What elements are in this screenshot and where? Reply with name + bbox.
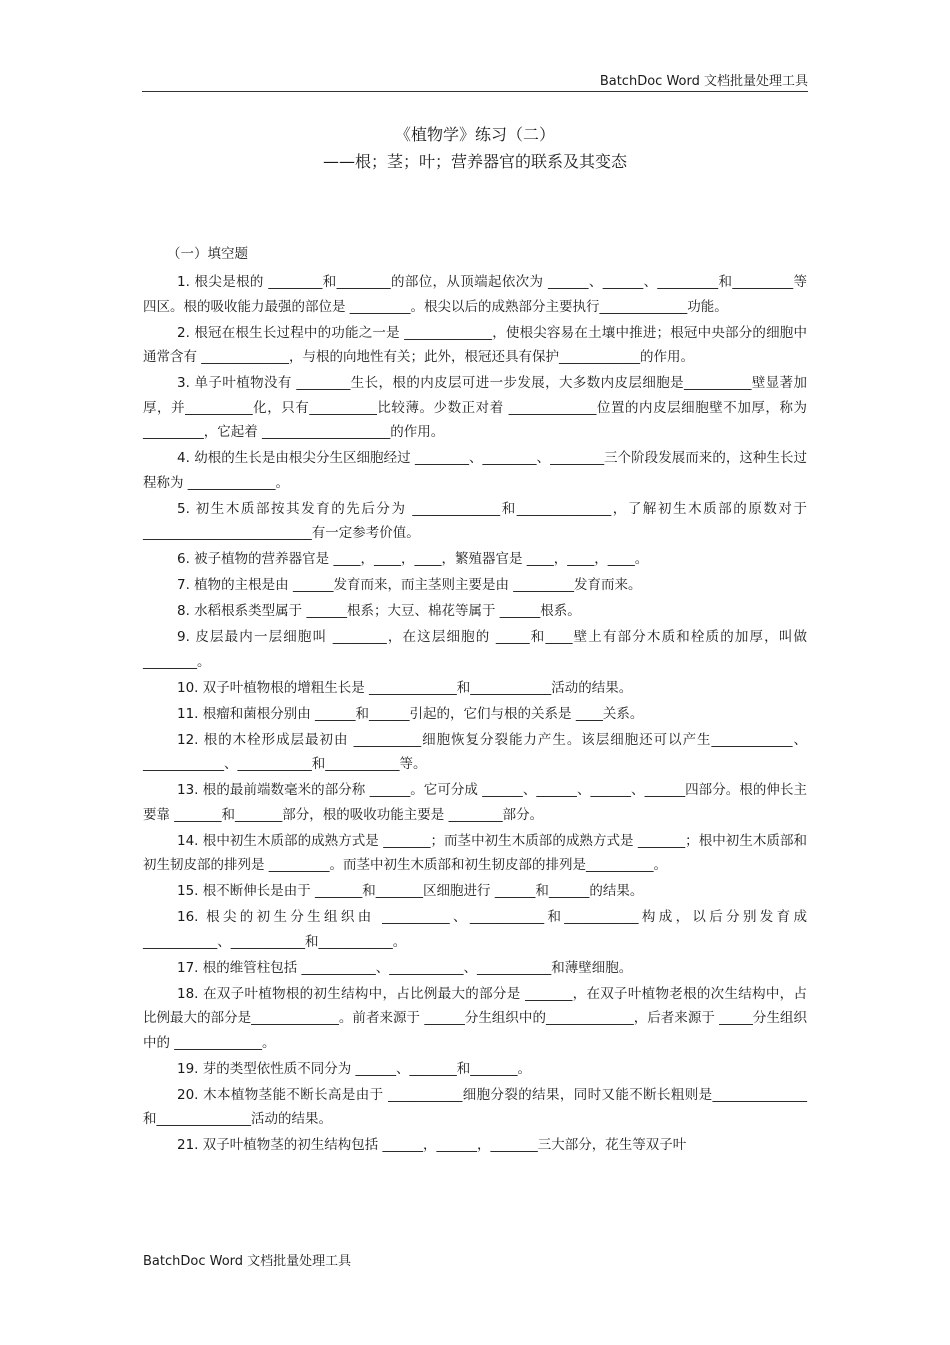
question-18: 18. 在双子叶植物根的初生结构中，占比例最大的部分是 _______，在双子叶植物老根的次生结构中，占比例最大的部分是_____________。前者来源于 ______分生组织中的_____________，后者来源于 _____分生组织中的 _____________。	[143, 985, 807, 1051]
question-20: 20. 木本植物茎能不断长高是由于 ___________细胞分裂的结果，同时又能不断长粗则是______________和______________活动的结果。	[143, 1086, 807, 1127]
question-15: 15. 根不断伸长是由于 _______和_______区细胞进行 ______和______的结果。	[177, 883, 644, 899]
question-2: 2. 根冠在根生长过程中的功能之一是 _____________，使根尖容易在土壤中推进；根冠中央部分的细胞中通常含有 _____________，与根的向地性有关；此外，根冠还具有保护____________的作用。	[143, 324, 807, 365]
question-6: 6. 被子植物的营养器官是 ____，____，____，繁殖器官是 ____，____，____。	[177, 551, 649, 567]
page-header: BatchDoc Word 文档批量处理工具	[599, 74, 808, 89]
question-7: 7. 植物的主根是由 ______发育而来，而主茎则主要是由 _________发育而来。	[177, 577, 642, 593]
question-13: 13. 根的最前端数毫米的部分称 ______。它可分成 ______、______、______、______四部分。根的伸长主要靠 _______和_______部分，根的吸收功能主要是 ________部分。	[143, 782, 807, 823]
question-21: 21. 双子叶植物茎的初生结构包括 ______，______，_______三大部分，花生等双子叶	[177, 1137, 687, 1153]
page-footer: BatchDoc Word 文档批量处理工具	[143, 1254, 352, 1269]
question-9: 9. 皮层最内一层细胞叫 ________，在这层细胞的 _____和____壁上有部分木质和栓质的加厚，叫做 ________。	[143, 629, 807, 670]
question-5: 5. 初生木质部按其发育的先后分为 _____________和______________，了解初生木质部的原数对于 _________________________有一定参考价值。	[143, 500, 807, 541]
document-title: 《植物学》练习（二）	[394, 125, 555, 144]
section-heading: （一）填空题	[167, 246, 248, 262]
question-16: 16. 根尖的初生分生组织由 __________、___________和___________构成，以后分别发育成 ___________、___________和___________。	[143, 909, 807, 950]
question-8: 8. 水稻根系类型属于 ______根系；大豆、棉花等属于 ______根系。	[177, 603, 581, 619]
question-19: 19. 芽的类型依性质不同分为 ______、_______和_______。	[177, 1060, 532, 1077]
question-1: 1. 根尖是根的 ________和________的部位，从顶端起依次为 ______、______、_________和_________等四区。根的吸收能力最强的部位是 _________。根尖以后的成熟部分主要执行_____________功能。	[143, 274, 807, 315]
question-10: 10. 双子叶植物根的增粗生长是 _____________和____________活动的结果。	[177, 679, 633, 696]
question-11: 11. 根瘤和菌根分别由 ______和______引起的，它们与根的关系是 ____关系。	[177, 705, 644, 722]
question-3: 3. 单子叶植物没有 ________生长，根的内皮层可进一步发展，大多数内皮层细胞是__________壁显著加厚，并__________化，只有__________比较薄。少数正对着 _____________位置的内皮层细胞壁不加厚，称为 _________，它起着 ___________________的作用。	[143, 375, 807, 440]
question-4: 4. 幼根的生长是由根尖分生区细胞经过 ________、________、________三个阶段发展而来的，这种生长过程称为 _____________。	[143, 450, 807, 491]
question-17: 17. 根的维管柱包括 ___________、___________、___________和薄壁细胞。	[177, 959, 633, 976]
question-list	[143, 270, 807, 1159]
question-12: 12. 根的木栓形成层最初由 __________细胞恢复分裂能力产生。该层细胞还可以产生____________、____________、___________和___________等。	[143, 731, 807, 772]
header-divider	[142, 91, 808, 92]
question-14: 14. 根中初生木质部的成熟方式是 _______；而茎中初生木质部的成熟方式是 _______；根中初生木质部和初生韧皮部的排列是 _________。而茎中初生木质部和初生韧皮部的排列是__________。	[143, 832, 807, 873]
document-subtitle: ——根；茎；叶；营养器官的联系及其变态	[322, 152, 627, 171]
